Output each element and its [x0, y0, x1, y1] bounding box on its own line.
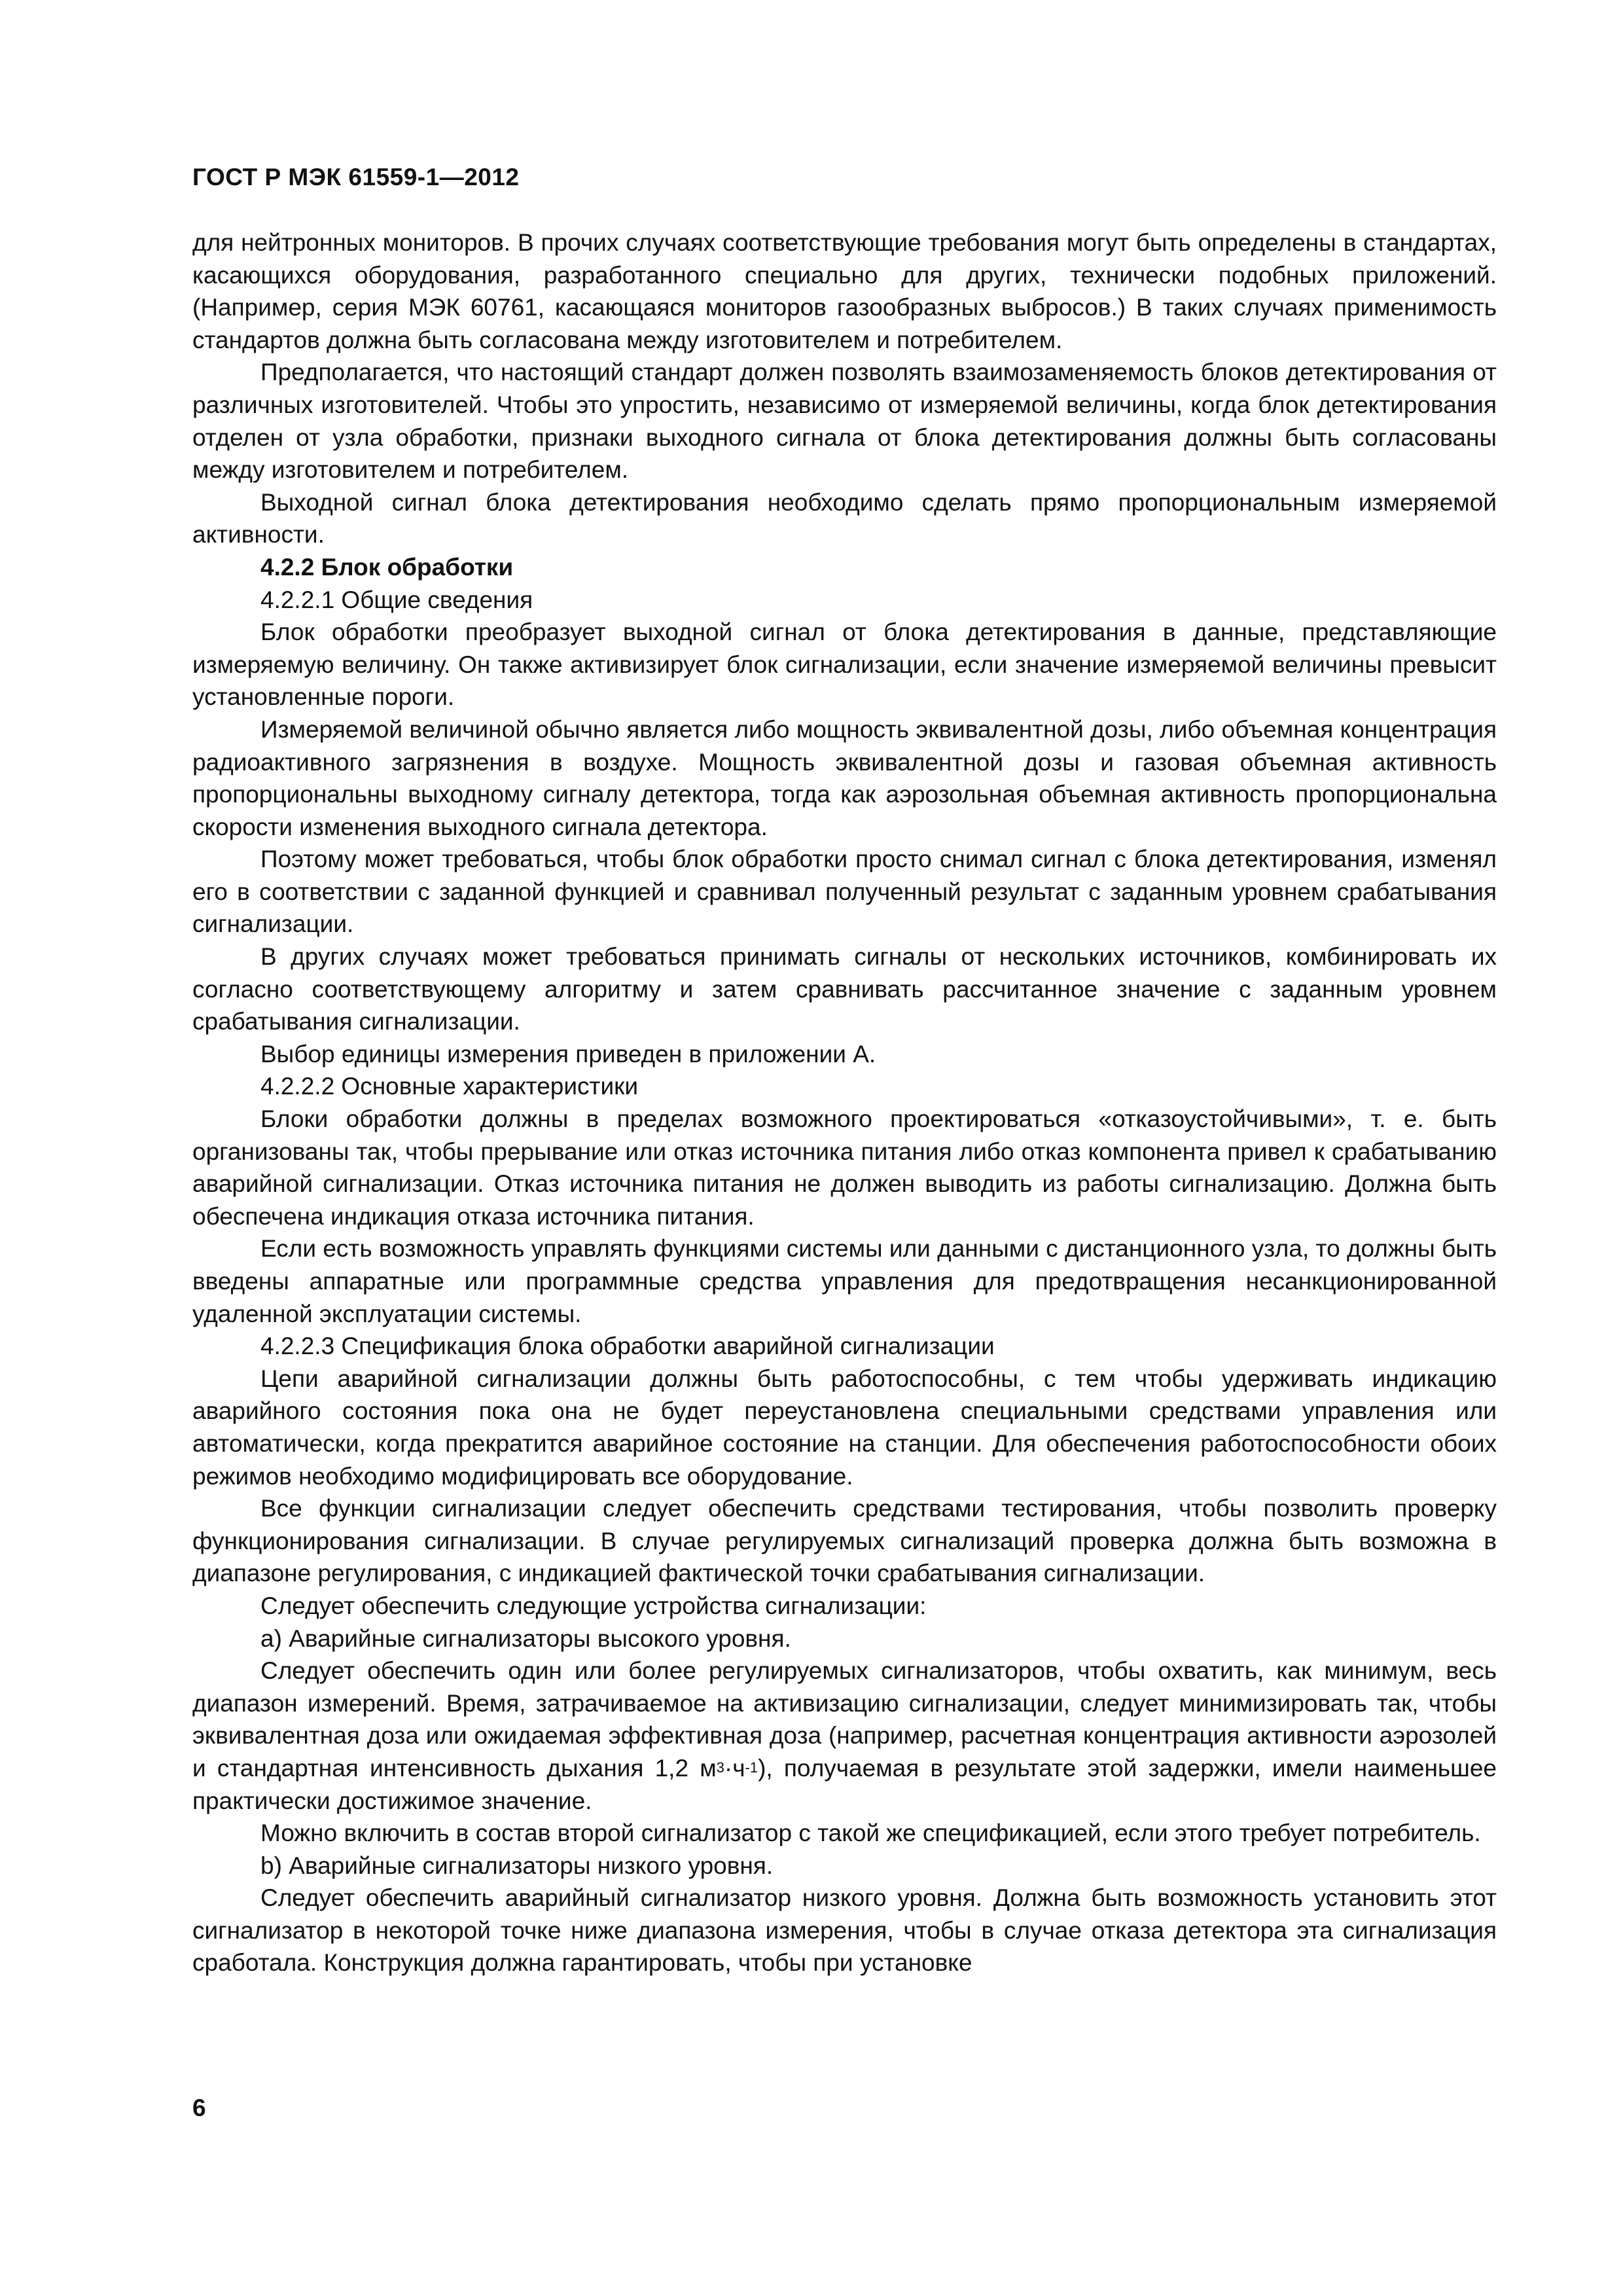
formula-text-middle: ·ч: [724, 1754, 745, 1782]
body-text: [192, 226, 1497, 1979]
paragraph: для нейтронных мониторов. В прочих случаях соответствующие требования могут быть определены в стандартах, касающихся оборудования, разработанного специально для других, технически подобных приложений. (Например, серия МЭК 60761, касающаяся мониторов газообразных выбросов.) В таких случаях применимость стандартов должна быть согласована между изготовителем и потребителем.: [192, 229, 1497, 353]
exponent: -1: [745, 1759, 758, 1776]
exponent: 3: [716, 1759, 724, 1776]
list-item: а) Аварийные сигнализаторы высокого уровня.: [260, 1624, 791, 1652]
formula-text-after: ), получаемая в результате этой задержки, имели наименьшее практически достижимое значение.: [192, 1754, 1497, 1814]
paragraph: Если есть возможность управлять функциями системы или данными с дистанционного узла, то должны быть введены аппаратные или программные средства управления для предотвращения несанкционированной удаленной эксплуатации системы.: [192, 1235, 1497, 1327]
paragraph: Блок обработки преобразует выходной сигнал от блока детектирования в данные, представляющие измеряемую величину. Он также активизирует блок сигнализации, если значение измеряемой величины превысит установленные пороги.: [192, 619, 1497, 711]
paragraph: Цепи аварийной сигнализации должны быть работоспособны, с тем чтобы удерживать индикацию аварийного состояния пока она не будет переустановлена специальными средствами управления или автоматически, когда прекратится аварийное состояние на станции. Для обеспечения работоспособности обоих режимов необходимо модифицировать все оборудование.: [192, 1365, 1497, 1490]
paragraph: В других случаях может требоваться принимать сигналы от нескольких источников, комбинировать их согласно соответствующему алгоритму и затем сравнивать рассчитанное значение с заданным уровнем срабатывания сигнализации.: [192, 943, 1497, 1035]
page-number: 6: [192, 2094, 206, 2121]
paragraph: Измеряемой величиной обычно является либо мощность эквивалентной дозы, либо объемная концентрация радиоактивного загрязнения в воздухе. Мощность эквивалентной дозы и газовая объемная активность пропорциональны выходному сигналу детектора, тогда как аэрозольная объемная активность пропорциональна скорости изменения выходного сигнала детектора.: [192, 715, 1497, 840]
paragraph: Выбор единицы измерения приведен в приложении А.: [260, 1040, 876, 1067]
subsection-heading: 4.2.2.2 Основные характеристики: [260, 1073, 639, 1100]
paragraph: Выходной сигнал блока детектирования необходимо сделать прямо пропорциональным измеряемой активности.: [192, 488, 1497, 548]
standard-header: ГОСТ Р МЭК 61559-1—2012: [192, 164, 520, 190]
paragraph: Можно включить в состав второй сигнализатор с такой же спецификацией, если этого требует потребитель.: [260, 1820, 1481, 1847]
subsection-heading: 4.2.2.3 Спецификация блока обработки аварийной сигнализации: [260, 1333, 995, 1360]
paragraph-with-formula: [192, 1655, 1497, 1817]
paragraph: Следует обеспечить следующие устройства сигнализации:: [260, 1592, 927, 1619]
paragraph: Блоки обработки должны в пределах возможного проектироваться «отказоустойчивыми», т. е. быть организованы так, чтобы прерывание или отказ источника питания либо отказ компонента привел к срабатыванию аварийной сигнализации. Отказ источника питания не должен выводить из работы сигнализацию. Должна быть обеспечена индикация отказа источника питания.: [192, 1105, 1497, 1230]
paragraph: Предполагается, что настоящий стандарт должен позволять взаимозаменяемость блоков детектирования от различных изготовителей. Чтобы это упростить, независимо от измеряемой величины, когда блок детектирования отделен от узла обработки, признаки выходного сигнала от блока детектирования должны быть согласованы между изготовителем и потребителем.: [192, 359, 1497, 484]
paragraph: Поэтому может требоваться, чтобы блок обработки просто снимал сигнал с блока детектирования, изменял его в соответствии с заданной функцией и сравнивал полученный результат с заданным уровнем срабатывания сигнализации.: [192, 846, 1497, 938]
paragraph: Следует обеспечить аварийный сигнализатор низкого уровня. Должна быть возможность установить этот сигнализатор в некоторой точке ниже диапазона измерения, чтобы в случае отказа детектора эта сигнализация сработала. Конструкция должна гарантировать, чтобы при установке: [192, 1884, 1497, 1977]
section-heading: 4.2.2 Блок обработки: [260, 553, 514, 581]
list-item: b) Аварийные сигнализаторы низкого уровня.: [260, 1852, 774, 1879]
paragraph: Все функции сигнализации следует обеспечить средствами тестирования, чтобы позволить проверку функционирования сигнализации. В случае регулируемых сигнализаций проверка должна быть возможна в диапазоне регулирования, с индикацией фактической точки срабатывания сигнализации.: [192, 1495, 1497, 1587]
formula-text-before: Следует обеспечить один или более регулируемых сигнализаторов, чтобы охватить, как минимум, весь диапазон измерений. Время, затрачиваемое на активизацию сигнализации, следует минимизировать так, чтобы эквивалентная доза или ожидаемая эффективная доза (например, расчетная концентрация активности аэрозолей и стандартная интенсивность дыхания 1,2 м: [192, 1657, 1497, 1782]
subsection-heading: 4.2.2.1 Общие сведения: [260, 586, 533, 613]
